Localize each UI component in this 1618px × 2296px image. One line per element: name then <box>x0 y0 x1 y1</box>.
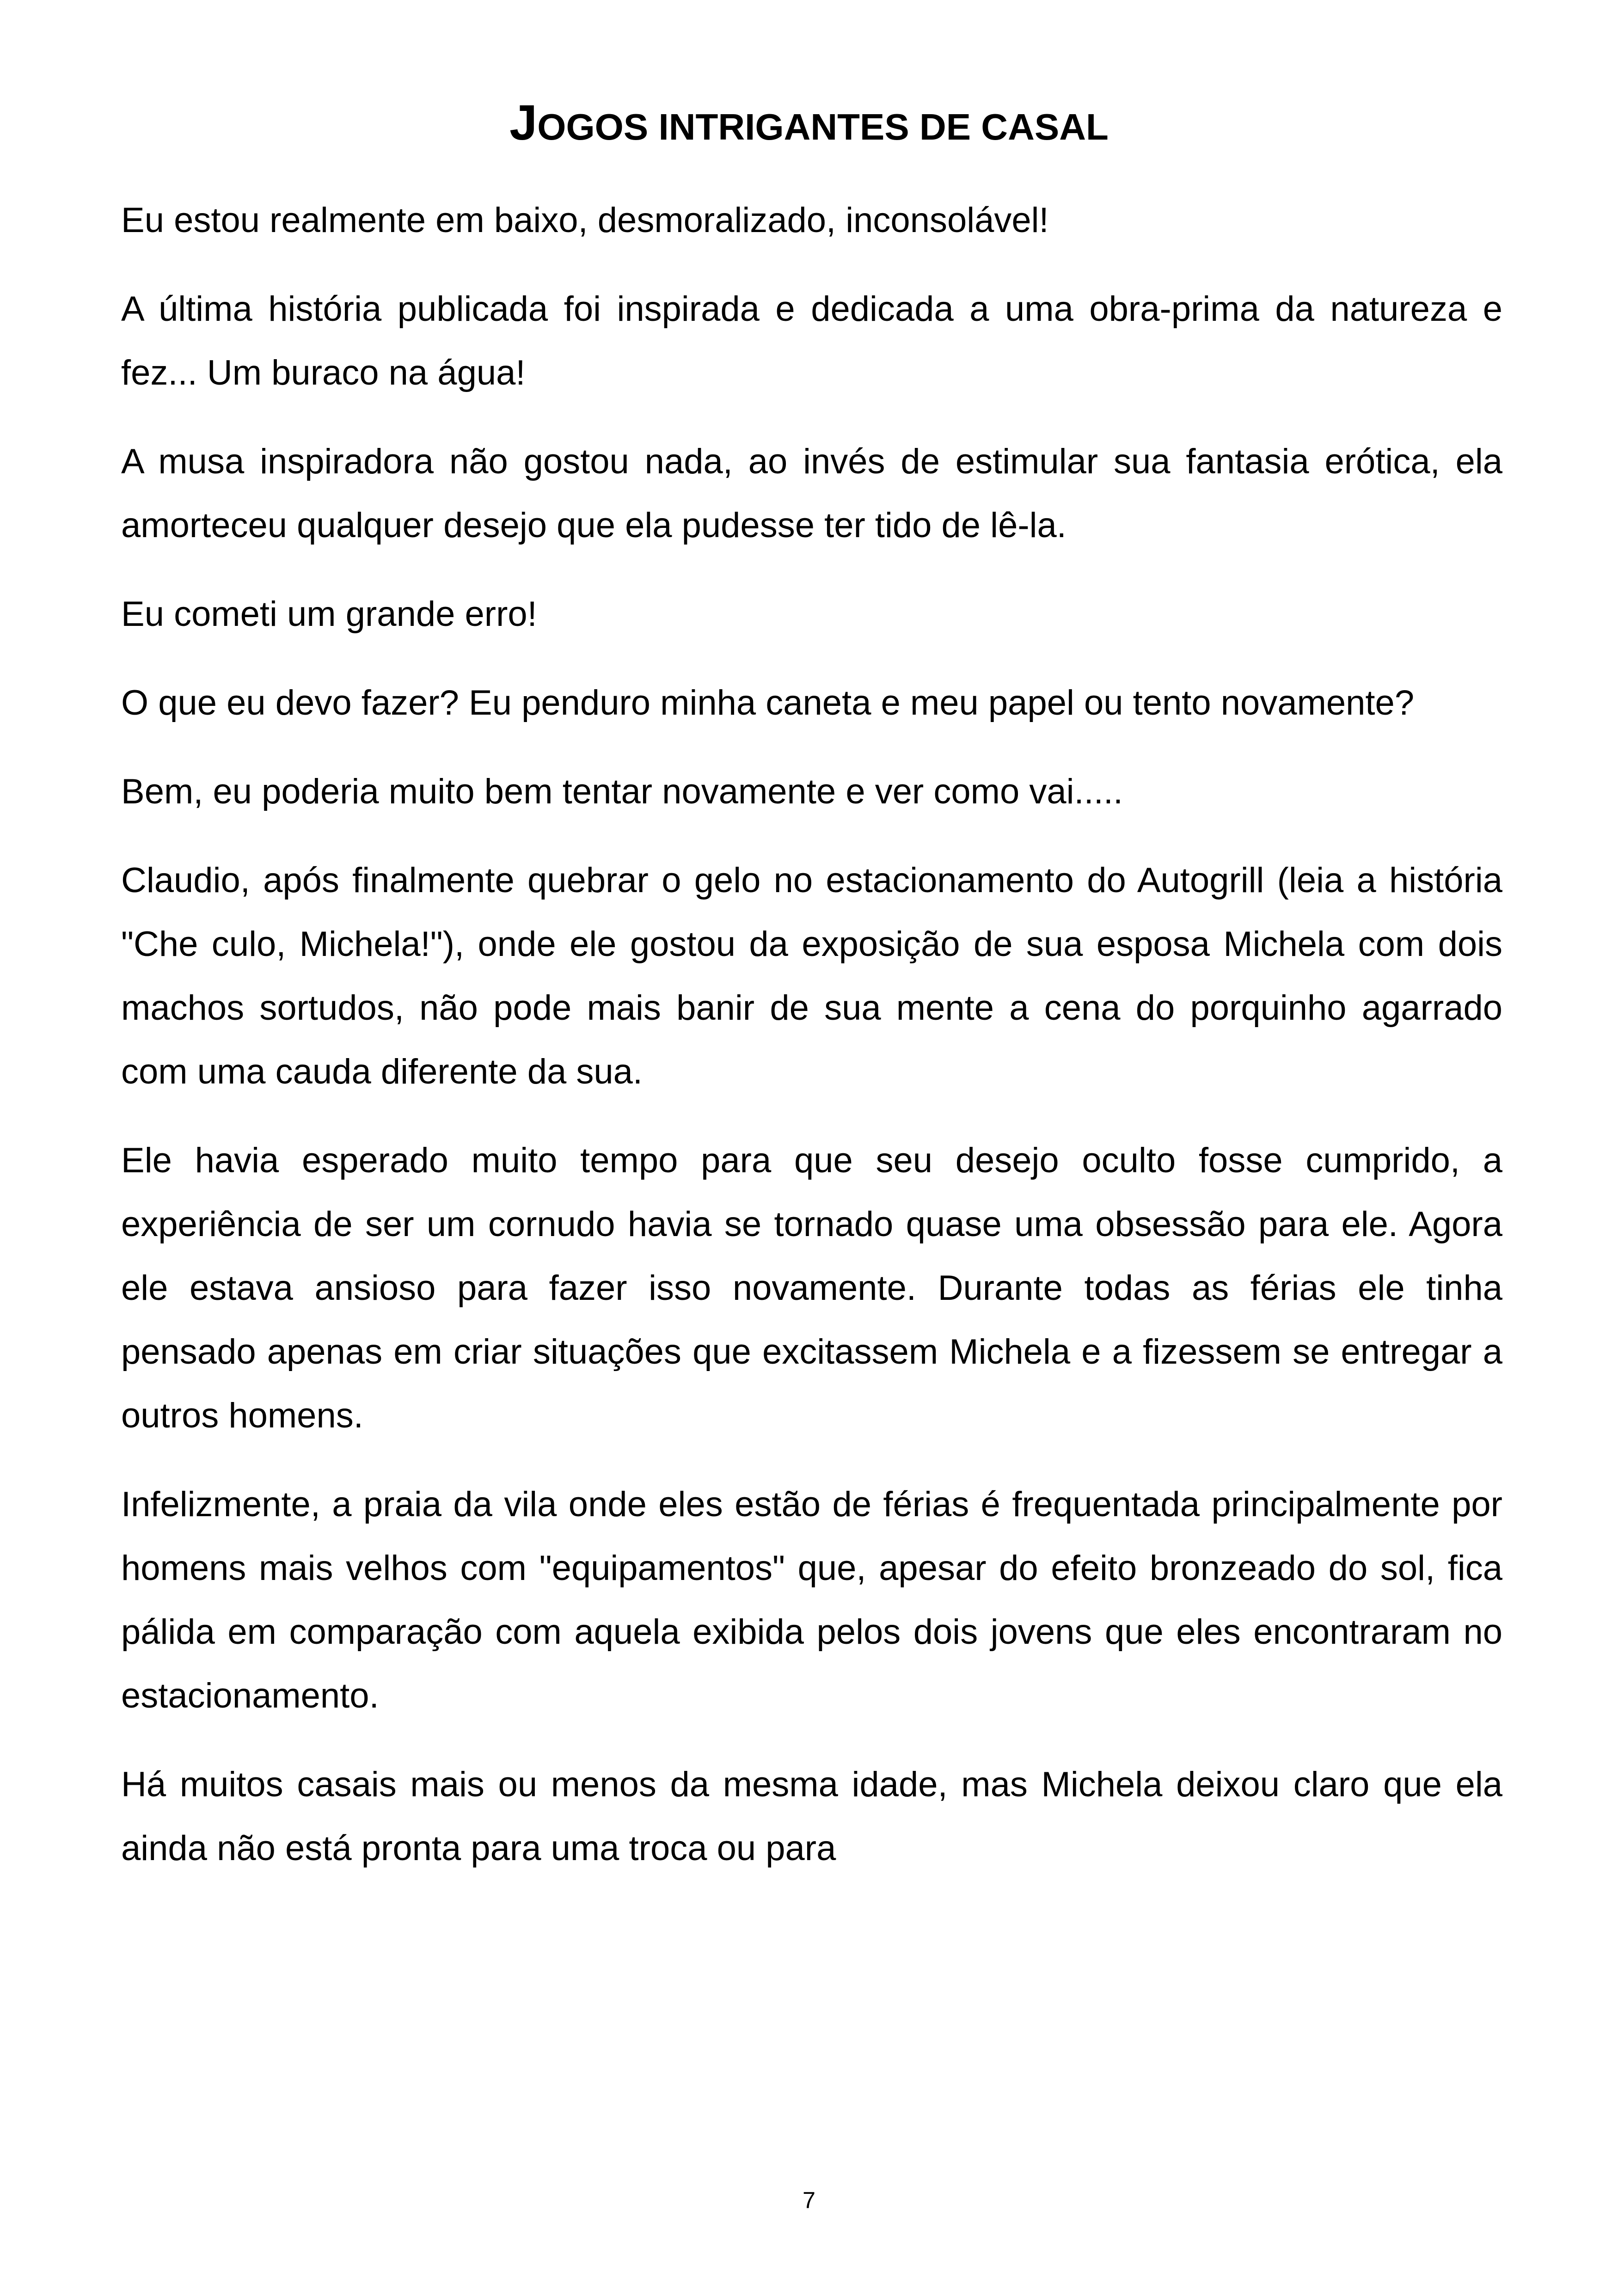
body-text <box>121 189 1502 1905</box>
page-number: 7 <box>803 2187 815 2213</box>
paragraph: A última história publicada foi inspirada e dedicada a uma obra-prima da natureza e fez... Um buraco na água! <box>121 289 1502 392</box>
paragraph: Eu cometi um grande erro! <box>121 594 537 634</box>
paragraph: Ele havia esperado muito tempo para que seu desejo oculto fosse cumprido, a experiência de ser um cornudo havia se tornado quase uma obsessão para ele. Agora ele estava ansioso para fazer isso novamente. Durante todas as férias ele tinha pensado apenas em criar situações que excitassem Michela e a fizessem se entregar a outros homens. <box>121 1141 1502 1435</box>
paragraph: Eu estou realmente em baixo, desmoralizado, inconsolável! <box>121 201 1049 240</box>
page-title <box>0 95 1618 155</box>
paragraph: Há muitos casais mais ou menos da mesma idade, mas Michela deixou claro que ela ainda não está pronta para uma troca ou para <box>121 1765 1502 1868</box>
paragraph: Bem, eu poderia muito bem tentar novamente e ver como vai..... <box>121 772 1123 811</box>
title-first-letter: J <box>509 94 538 150</box>
title-rest: OGOS INTRIGANTES DE CASAL <box>537 106 1109 147</box>
paragraph: Infelizmente, a praia da vila onde eles estão de férias é frequentada principalmente por homens mais velhos com "equipamentos" que, apesar do efeito bronzeado do sol, fica pálida em comparação com aquela exibida pelos dois jovens que eles encontraram no estacionamento. <box>121 1485 1502 1715</box>
paragraph: O que eu devo fazer? Eu penduro minha caneta e meu papel ou tento novamente? <box>121 683 1415 722</box>
paragraph: Claudio, após finalmente quebrar o gelo no estacionamento do Autogrill (leia a história "Che culo, Michela!"), onde ele gostou da exposição de sua esposa Michela com dois machos sortudos, não pode mais banir de sua mente a cena do porquinho agarrado com uma cauda diferente da sua. <box>121 861 1502 1091</box>
paragraph: A musa inspiradora não gostou nada, ao invés de estimular sua fantasia erótica, ela amorteceu qualquer desejo que ela pudesse ter tido de lê-la. <box>121 442 1502 545</box>
